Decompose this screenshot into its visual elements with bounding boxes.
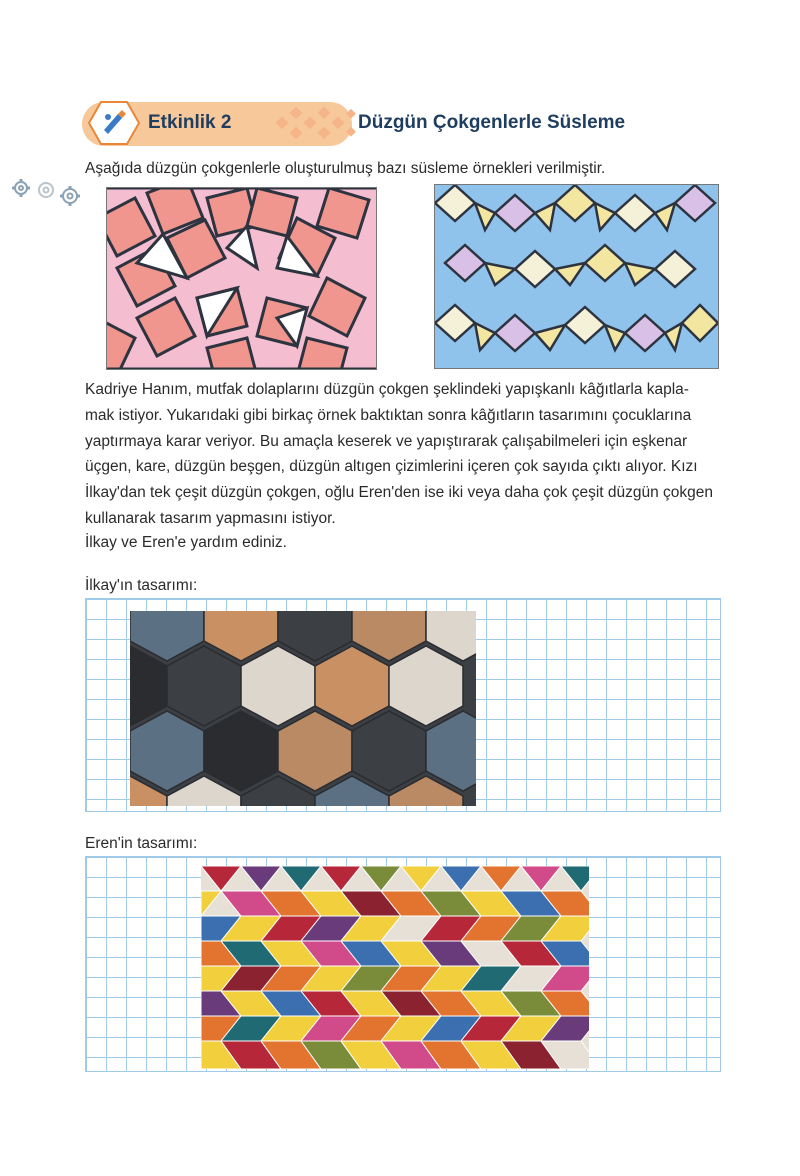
activity-icon bbox=[88, 100, 140, 146]
activity-label: Etkinlik 2 bbox=[148, 112, 232, 133]
decorative-diamonds bbox=[268, 98, 368, 150]
paragraph-line: yaptırmaya karar veriyor. Bu amaçla keserek ve yapıştırarak çalışabilmeleri için eşkenar bbox=[85, 432, 688, 450]
ilkay-hexagon-design bbox=[130, 611, 476, 806]
gears-icon bbox=[10, 176, 82, 212]
intro-text: Aşağıda düzgün çokgenlerle oluşturulmuş bazı süsleme örnekleri verilmiştir. bbox=[85, 160, 606, 177]
example-tiling-blue bbox=[434, 184, 719, 369]
paragraph-line: üçgen, kare, düzgün beşgen, düzgün altıgen çizimlerini içeren çok sayıda çıktı alıyor. Kızı bbox=[85, 458, 698, 476]
paragraph-line: Kadriye Hanım, mutfak dolaplarını düzgün çokgen şeklindeki yapışkanlı kâğıtlarla kapla- bbox=[85, 381, 689, 398]
paragraph-line: İlkay'dan tek çeşit düzgün çokgen, oğlu Eren'den ise iki veya daha çok çeşit düzgün çokgen bbox=[85, 484, 714, 502]
problem-paragraph bbox=[85, 377, 755, 532]
eren-label: Eren'in tasarımı: bbox=[85, 835, 198, 852]
eren-mixed-polygon-design bbox=[201, 866, 589, 1069]
activity-header bbox=[82, 98, 642, 156]
paragraph-line: kullanarak tasarım yapmasını istiyor. bbox=[85, 509, 336, 527]
ilkay-label: İlkay'ın tasarımı: bbox=[85, 577, 198, 594]
paragraph-line: mak istiyor. Yukarıdaki gibi birkaç örnek baktıktan sonra kâğıtların tasarımını çocuklarına bbox=[85, 406, 692, 424]
example-tiling-pink bbox=[106, 187, 377, 370]
activity-title: Düzgün Çokgenlerle Süsleme bbox=[358, 112, 626, 133]
instruction-text: İlkay ve Eren'e yardım ediniz. bbox=[85, 534, 287, 551]
